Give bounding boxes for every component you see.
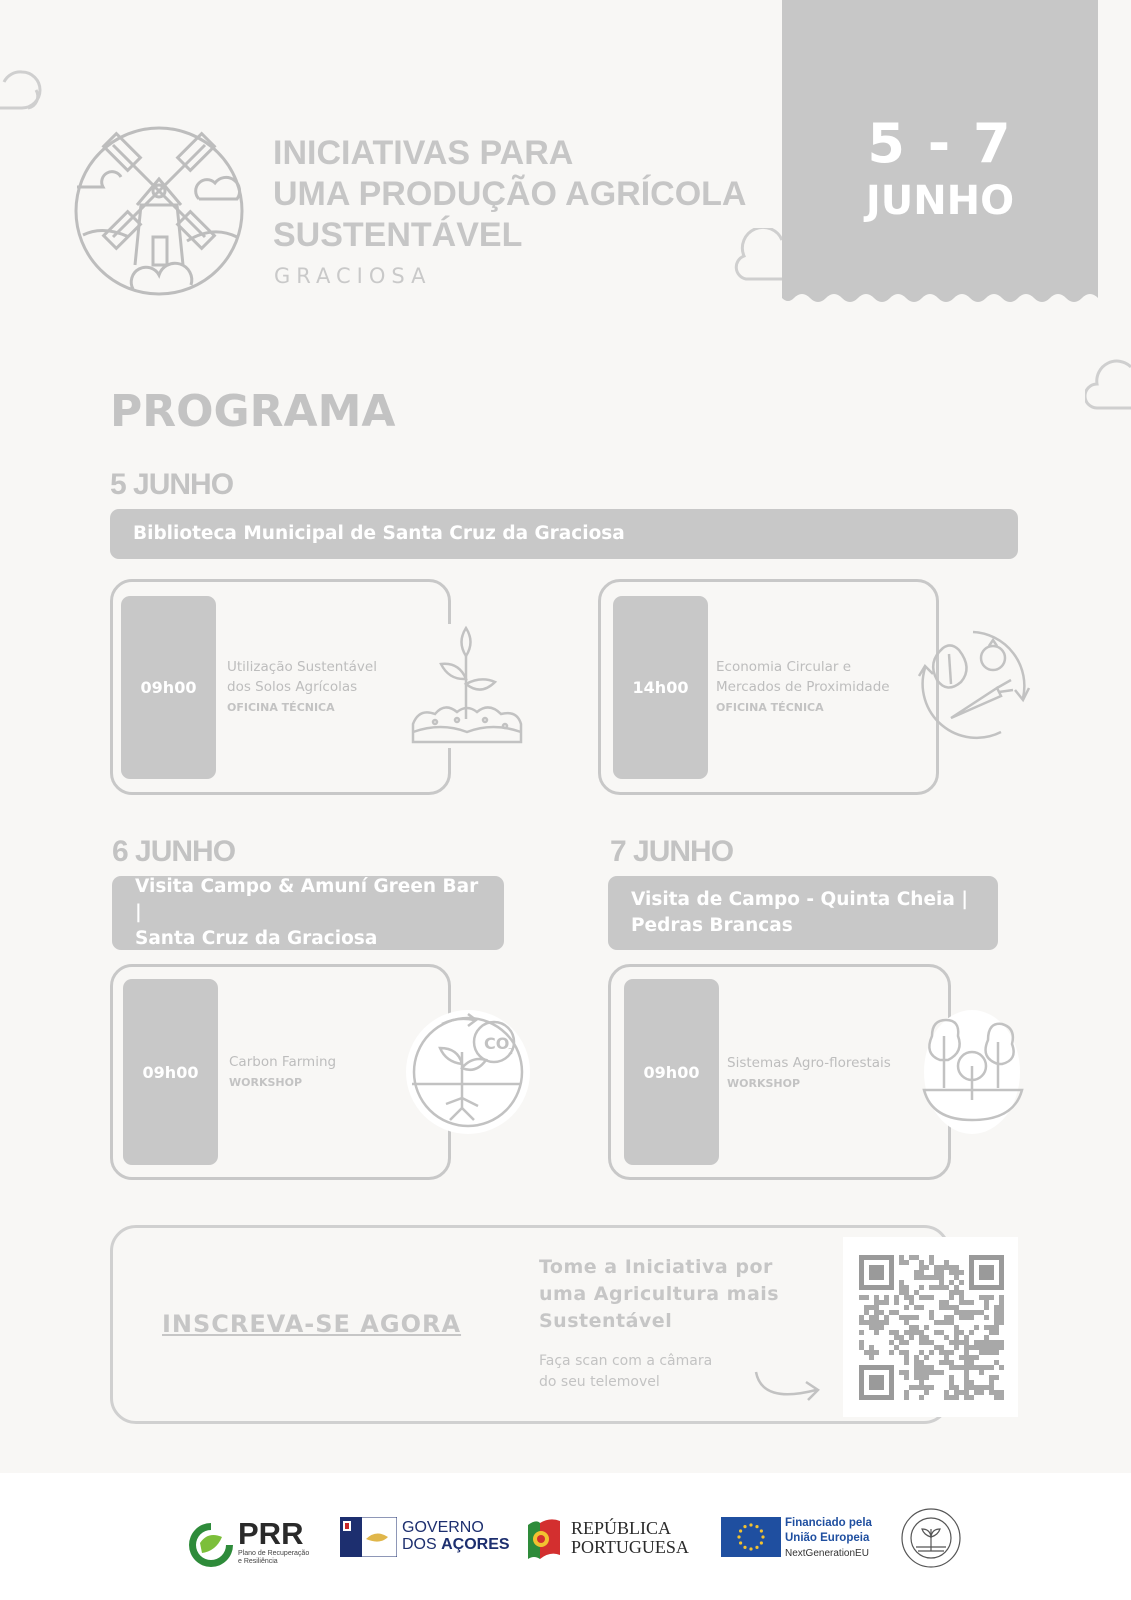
- session-kind: WORKSHOP: [229, 1076, 303, 1089]
- azores-logo: [402, 1519, 510, 1553]
- eu-line: NextGenerationEU: [785, 1548, 869, 1559]
- azores-flag-icon: [340, 1517, 397, 1557]
- venue-banner: [112, 876, 504, 950]
- cloud-icon: [1085, 355, 1131, 415]
- qr-code[interactable]: [843, 1237, 1018, 1417]
- session-kind: OFICINA TÉCNICA: [716, 701, 824, 714]
- session-topic: Mercados de Proximidade: [716, 679, 890, 695]
- azores-line: GOVERNO: [402, 1519, 484, 1536]
- qr-code-icon: [843, 1237, 1018, 1417]
- session-kind: OFICINA TÉCNICA: [227, 701, 335, 714]
- event-title-line: INICIATIVAS PARA: [273, 134, 574, 172]
- day-title: 7 JUNHO: [610, 835, 734, 868]
- date-month: JUNHO: [865, 178, 1015, 224]
- session-kind: WORKSHOP: [727, 1077, 801, 1090]
- curved-arrow-icon: [752, 1368, 824, 1410]
- circular-produce-icon: [915, 628, 1031, 744]
- azores-line: DOS: [402, 1536, 442, 1553]
- session-info: [227, 657, 407, 714]
- republica-flag-icon: [526, 1515, 562, 1561]
- eu-flag-icon: [721, 1517, 781, 1557]
- date-range: 5 - 7: [867, 112, 1013, 175]
- prr-sub: e Resiliência: [238, 1558, 278, 1565]
- eu-logo: [785, 1516, 872, 1561]
- republica-line: PORTUGUESA: [571, 1537, 689, 1557]
- session-topic: Sistemas Agro-florestais: [727, 1055, 891, 1071]
- session-info: [716, 657, 926, 714]
- eu-line: Financiado pela: [785, 1517, 872, 1529]
- session-time: 09h00: [121, 596, 216, 779]
- day-title: 5 JUNHO: [110, 468, 234, 501]
- session-topic: dos Solos Agrícolas: [227, 679, 358, 695]
- day-title: 6 JUNHO: [112, 835, 236, 868]
- session-topic: Carbon Farming: [229, 1054, 337, 1070]
- event-location: GRACIOSA: [274, 264, 432, 288]
- session-time: 09h00: [123, 979, 218, 1165]
- prr-logo-icon: [186, 1521, 236, 1569]
- venue-banner: Biblioteca Municipal de Santa Cruz da Graciosa: [110, 509, 1018, 559]
- venue-banner: [608, 876, 998, 950]
- prr-sub: Plano de Recuperação: [238, 1550, 310, 1557]
- scan-note-line: do seu telemovel: [539, 1374, 660, 1390]
- session-topic: Utilização Sustentável: [227, 659, 377, 675]
- windmill-logo-icon: [73, 125, 245, 297]
- venue-line: Pedras Brancas: [631, 915, 793, 936]
- event-title-line: UMA PRODUÇÃO AGRÍCOLA: [273, 175, 747, 213]
- signup-link[interactable]: INSCREVA-SE AGORA: [162, 1310, 462, 1338]
- prr-name: PRR: [238, 1516, 304, 1551]
- republica-logo: [571, 1519, 689, 1557]
- svg-text:2: 2: [508, 1047, 514, 1056]
- cta-heading: [539, 1254, 799, 1335]
- azores-line-bold: AÇORES: [441, 1536, 510, 1553]
- svg-text:CO: CO: [484, 1034, 510, 1053]
- cta-heading-line: uma Agricultura mais: [539, 1283, 780, 1305]
- session-info: [727, 1053, 927, 1090]
- venue-line: Visita de Campo - Quinta Cheia |: [631, 889, 969, 910]
- republica-line: REPÚBLICA: [571, 1518, 672, 1538]
- venue-line: Visita Campo & Amuní Green Bar |: [135, 876, 479, 923]
- session-topic: Economia Circular e: [716, 659, 852, 675]
- initiative-seal-icon: [900, 1507, 962, 1569]
- trees-bowl-icon: [918, 1008, 1028, 1136]
- venue-line: Santa Cruz da Graciosa: [135, 928, 378, 949]
- session-time: 09h00: [624, 979, 719, 1165]
- program-title: PROGRAMA: [110, 386, 396, 437]
- session-info: [229, 1052, 409, 1089]
- cta-heading-line: Tome a Iniciativa por: [539, 1256, 773, 1278]
- scan-note: [539, 1351, 759, 1393]
- event-title: [273, 133, 746, 256]
- scan-note-line: Faça scan com a câmara: [539, 1353, 713, 1369]
- co2-plant-icon: [402, 1008, 534, 1136]
- sprout-soil-icon: [405, 624, 527, 748]
- event-title-line: SUSTENTÁVEL: [273, 216, 523, 254]
- prr-logo: [238, 1518, 309, 1566]
- cloud-icon: [0, 68, 46, 112]
- cta-heading-line: Sustentável: [539, 1310, 673, 1332]
- session-time: 14h00: [613, 596, 708, 779]
- eu-line: União Europeia: [785, 1532, 870, 1544]
